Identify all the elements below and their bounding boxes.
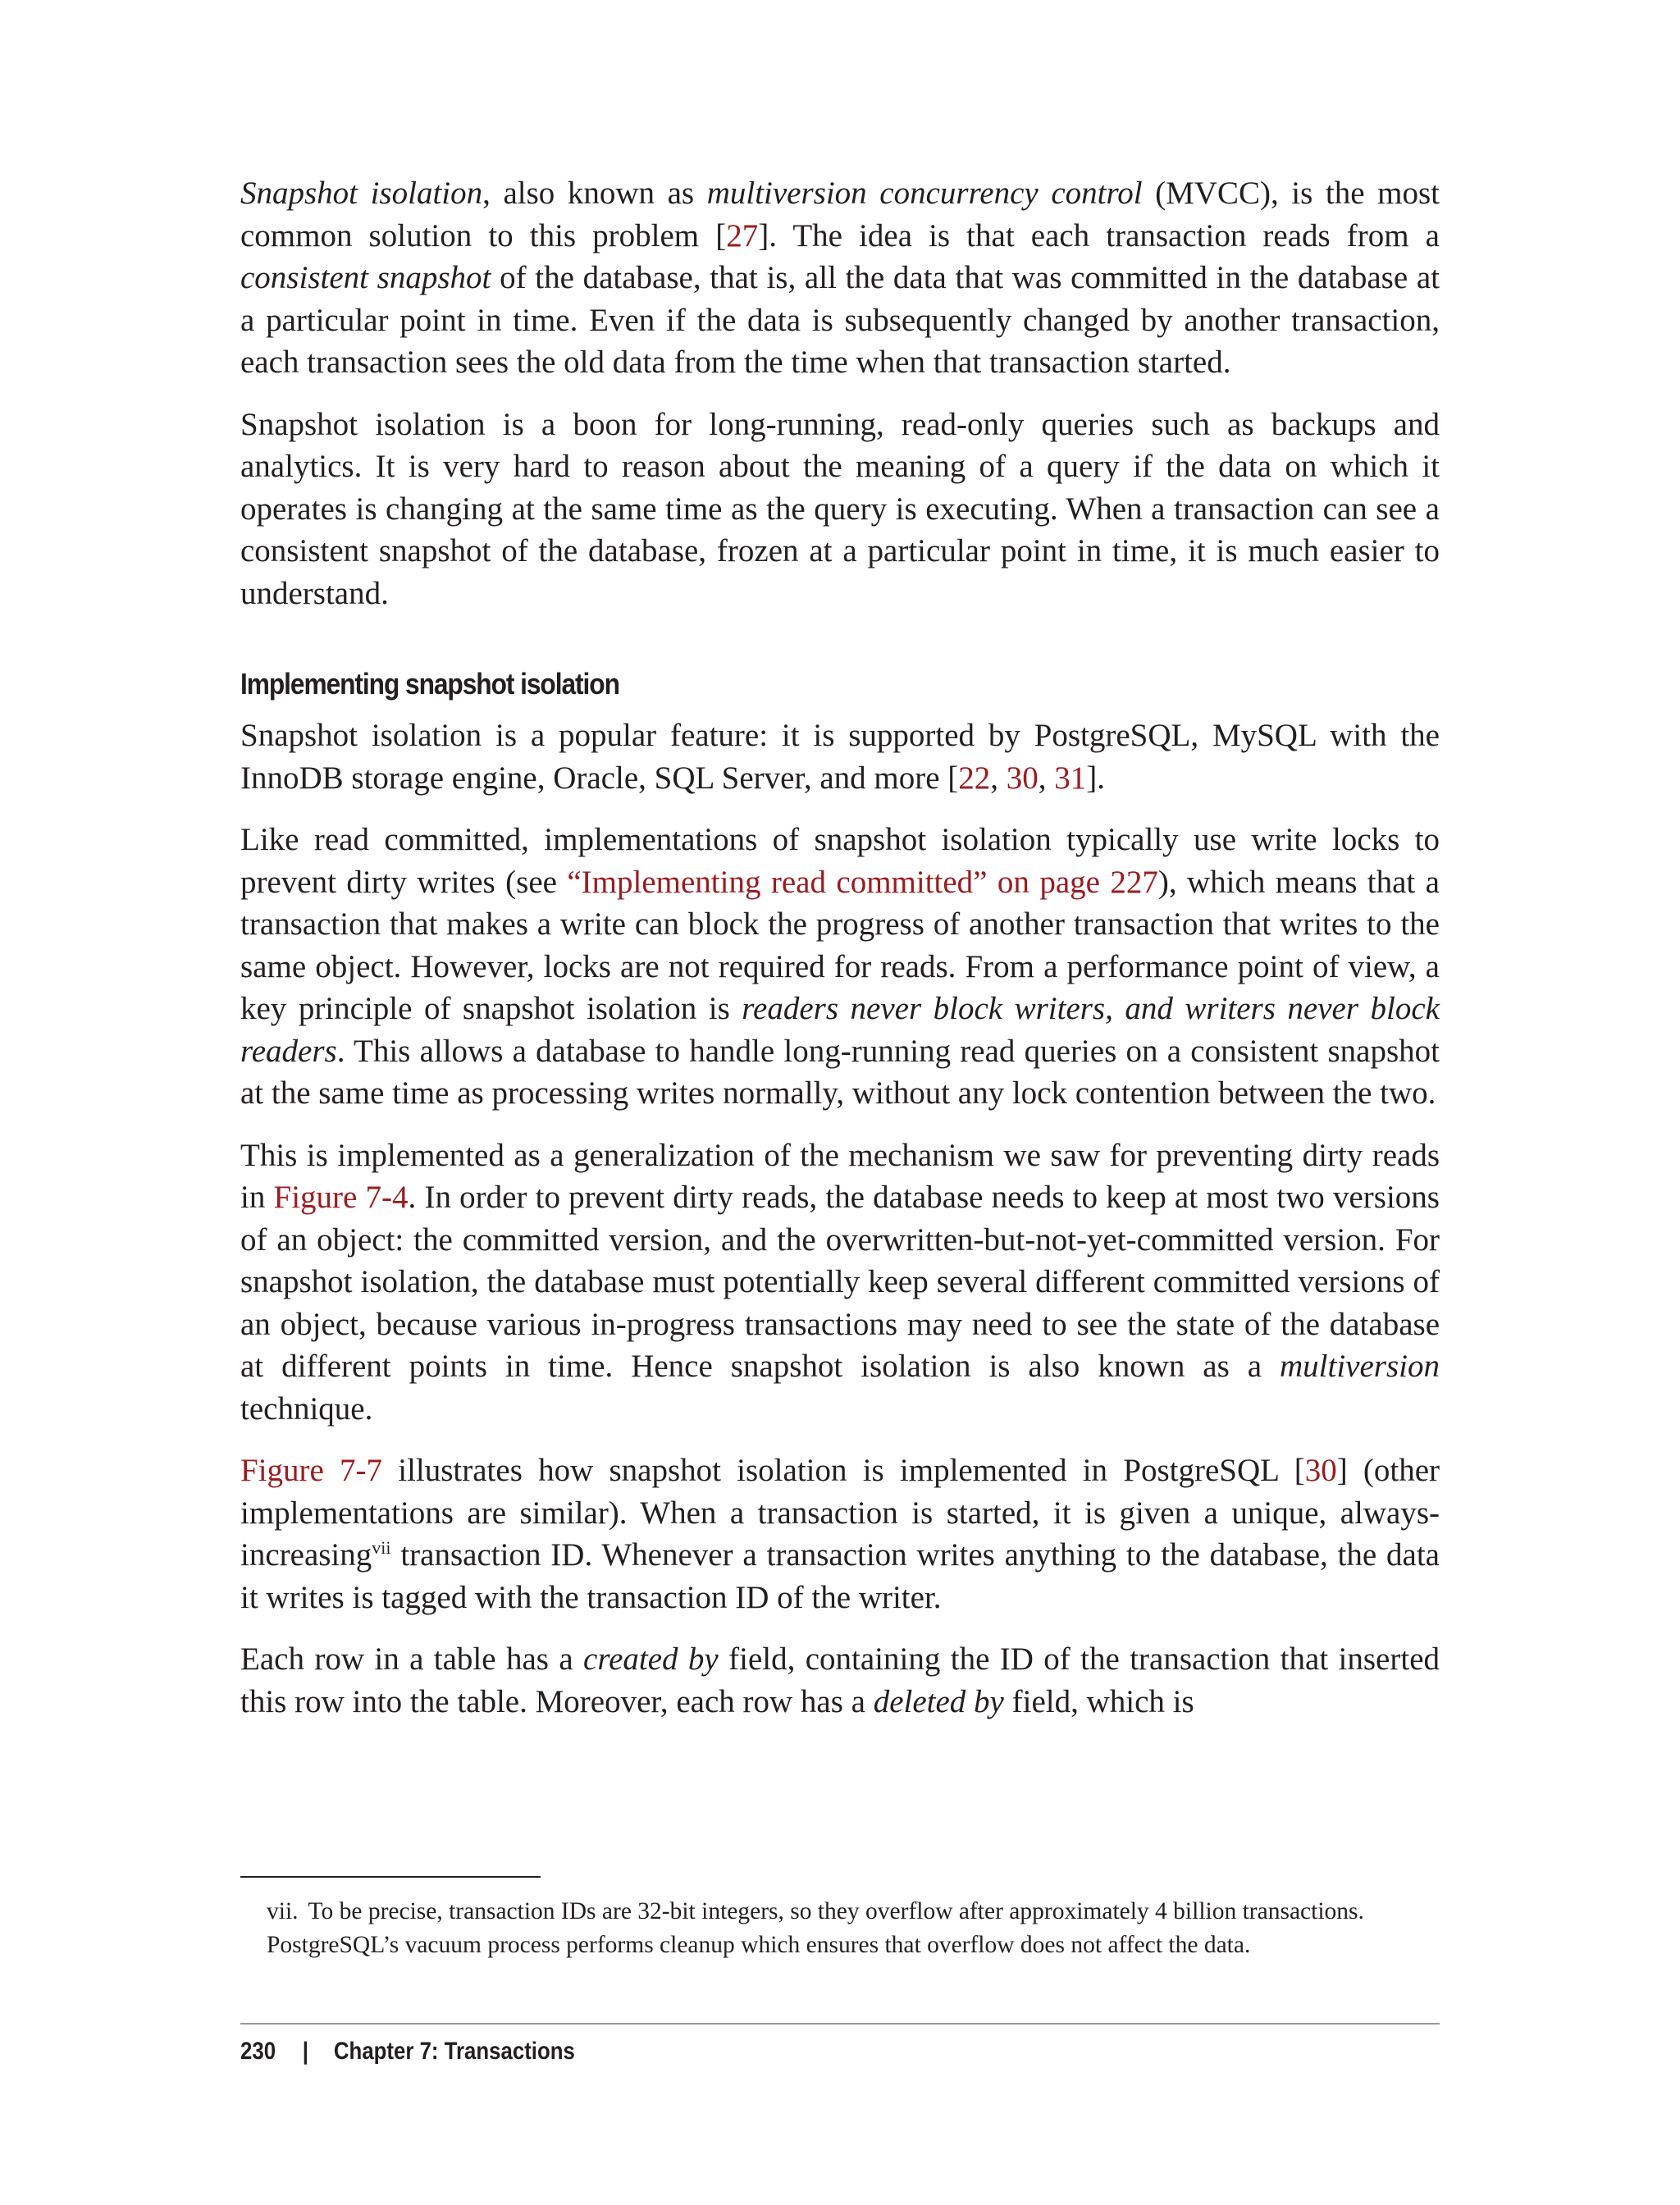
text-run: (MVCC), is the most common solution to this problem [ <box>240 176 1440 253</box>
section-heading: Implementing snapshot isolation <box>240 667 619 701</box>
paragraph-generalization <box>240 1134 1440 1431</box>
text-run: ), which means that a transaction that makes a write can block the progress of another transaction that writes to the same object. However, locks are not required for reads. From a performance point of view, a key principle of snapshot isolation is <box>240 864 1440 1026</box>
running-footer <box>240 2031 575 2072</box>
footnote-number: vii. <box>267 1898 299 1924</box>
paragraph-postgresql-implementation <box>240 1449 1440 1618</box>
page-number: 230 <box>240 2038 276 2065</box>
citation-link-31[interactable]: 31 <box>1054 760 1087 796</box>
text-run: ]. <box>1086 760 1106 796</box>
text-run: . This allows a database to handle long-running read queries on a consistent snapshot at the same time as processing writes normally, without any lock contention between the two. <box>240 1033 1440 1111</box>
footnote-reference[interactable]: vii <box>372 1537 391 1558</box>
term-snapshot-isolation: Snapshot isolation <box>240 176 483 211</box>
text-run: , <box>1038 760 1055 796</box>
text-run: This is implemented as a generalization of the mechanism we saw for preventing dirty reads in <box>240 1137 1440 1215</box>
term-mvcc: multiversion concurrency control <box>706 176 1143 211</box>
term-created-by: created by <box>583 1641 719 1677</box>
text-run: ] (other implementations are similar). When a transaction is started, it is given a unique, always-increasing <box>240 1453 1440 1573</box>
text-run: Snapshot isolation is a boon for long-running, read-only queries such as backups and analytics. It is very hard to reason about the meaning of a query if the data on which it operates is changing at the same time as the query is executing. When a transaction can see a consistent snapshot of the database, frozen at a particular point in time, it is much easier to understand. <box>240 406 1440 611</box>
footnote <box>267 1895 1430 1962</box>
text-run: . In order to prevent dirty reads, the database needs to keep at most two versions of an object: the committed version, and the overwritten-but-not-yet-committed version. For snapshot isolation, the database must potentially keep several different committed versions of an object, because various in-progress transactions may need to see the state of the database at different points in time. Hence snapshot isolation is also known as a <box>240 1180 1440 1384</box>
text-run: transaction ID. Whenever a transaction writes anything to the database, the data it writes is tagged with the transaction ID of the writer. <box>240 1537 1440 1615</box>
page-body <box>240 172 1440 1742</box>
term-multiversion: multiversion <box>1280 1349 1440 1384</box>
footnote-text: To be precise, transaction IDs are 32-bit integers, so they overflow after approximately 4 billion transactions. PostgreSQL’s vacuum process performs cleanup which ensures that overflow does not affect the data. <box>267 1898 1364 1958</box>
footer-separator: | <box>302 2038 308 2065</box>
figure-link-7-4[interactable]: Figure 7-4 <box>273 1180 409 1215</box>
figure-link-7-7[interactable]: Figure 7-7 <box>240 1453 383 1488</box>
text-run: of the database, that is, all the data that was committed in the database at a particular point in time. Even if the data is subsequently changed by another transaction, each transaction sees the old data from the time when that transaction started. <box>240 260 1440 380</box>
footnote-divider <box>240 1876 541 1878</box>
text-run: , <box>990 760 1007 796</box>
paragraph-supported-databases <box>240 714 1440 799</box>
citation-link-30[interactable]: 30 <box>1006 760 1039 796</box>
paragraph-snapshot-isolation-benefits <box>240 404 1440 615</box>
chapter-title: Chapter 7: Transactions <box>333 2038 575 2065</box>
text-run: Snapshot isolation is a popular feature: it is supported by PostgreSQL, MySQL with the InnoDB storage engine, Oracle, SQL Server, and more [ <box>240 718 1440 796</box>
footer-divider <box>240 2023 1440 2025</box>
citation-link-27[interactable]: 27 <box>726 217 759 253</box>
text-run: field, containing the ID of the transaction that inserted this row into the table. Moreover, each row has a <box>240 1641 1440 1719</box>
cross-reference-link[interactable]: “Implementing read committed” on page 227 <box>567 864 1158 900</box>
text-run: illustrates how snapshot isolation is implemented in PostgreSQL [ <box>382 1453 1305 1488</box>
text-run: , also known as <box>482 176 707 211</box>
term-consistent-snapshot: consistent snapshot <box>240 260 491 295</box>
text-run: field, which is <box>1003 1683 1194 1719</box>
text-run: technique. <box>240 1390 373 1427</box>
paragraph-snapshot-isolation-intro <box>240 172 1440 384</box>
text-run: Like read committed, implementations of snapshot isolation typically use write locks to prevent dirty writes (see <box>240 822 1440 900</box>
term-deleted-by: deleted by <box>873 1683 1004 1719</box>
citation-link-22[interactable]: 22 <box>958 760 991 796</box>
text-run: ]. The idea is that each transaction reads from a <box>758 217 1440 253</box>
paragraph-write-locks <box>240 819 1440 1115</box>
citation-link-30[interactable]: 30 <box>1304 1453 1337 1488</box>
key-principle-emphasis: readers never block writers, and writers never block readers <box>240 991 1440 1069</box>
paragraph-created-deleted-by <box>240 1638 1440 1723</box>
text-run: Each row in a table has a <box>240 1641 584 1677</box>
